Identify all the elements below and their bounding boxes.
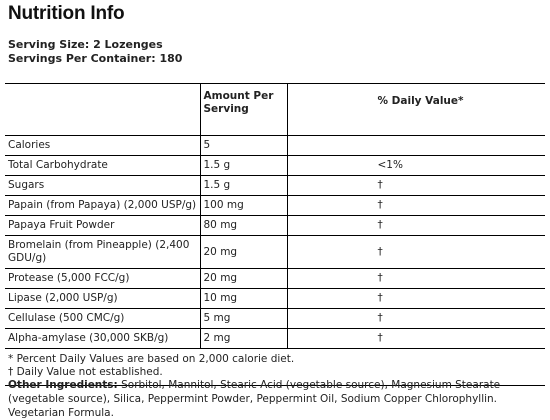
table-row: [5, 289, 545, 309]
nutrient-daily-value: †: [287, 289, 545, 309]
nutrient-name: Papain (from Papaya) (2,000 USP/g): [5, 196, 200, 216]
nutrient-amount: 1.5 g: [200, 176, 287, 196]
nutrient-name: Calories: [5, 136, 200, 156]
table-row: [5, 216, 545, 236]
nutrient-amount: 2 mg: [200, 329, 287, 349]
table-row: [5, 309, 545, 329]
nutrient-amount: 1.5 g: [200, 156, 287, 176]
nutrition-table: [5, 83, 545, 386]
serving-size: Serving Size: 2 Lozenges: [8, 38, 163, 51]
nutrient-name: Alpha-amylase (30,000 SKB/g): [5, 329, 200, 349]
nutrient-amount: 20 mg: [200, 269, 287, 289]
other-ingredients-label: Other Ingredients:: [8, 379, 118, 391]
table-row: [5, 329, 545, 349]
nutrient-name: Protease (5,000 FCC/g): [5, 269, 200, 289]
nutrient-daily-value: [287, 136, 545, 156]
table-row: [5, 236, 545, 269]
table-header-row: [5, 84, 545, 128]
nutrient-amount: 5 mg: [200, 309, 287, 329]
nutrient-name: Papaya Fruit Powder: [5, 216, 200, 236]
nutrient-daily-value: †: [287, 216, 545, 236]
nutrient-daily-value: †: [287, 236, 545, 269]
table-row: [5, 136, 545, 156]
nutrient-daily-value: †: [287, 269, 545, 289]
footnote: * Percent Daily Values are based on 2,000 calorie diet.: [8, 353, 295, 365]
table-row: [5, 269, 545, 289]
other-ingredients-text: Sorbitol, Mannitol, Stearic Acid (vegetable source), Magnesium Stearate (vegetable source), Silica, Peppermint Powder, Peppermint Oil, Sodium Copper Chlorophyllin. Vegetarian Formula.: [8, 379, 501, 419]
servings-per-container: Servings Per Container: 180: [8, 52, 183, 65]
nutrient-daily-value: †: [287, 176, 545, 196]
table-row: [5, 176, 545, 196]
footnote: † Daily Value not established.: [5, 366, 545, 386]
nutrient-amount: 20 mg: [200, 236, 287, 269]
nutrient-name: Bromelain (from Pineapple) (2,400 GDU/g): [5, 236, 200, 269]
nutrient-name: Cellulase (500 CMC/g): [5, 309, 200, 329]
nutrient-daily-value: †: [287, 309, 545, 329]
nutrition-table-body: [5, 127, 545, 386]
header-blank-cell: [5, 84, 200, 128]
nutrient-amount: 10 mg: [200, 289, 287, 309]
serving-info: [8, 38, 182, 66]
page-title: Nutrition Info: [8, 3, 125, 24]
nutrient-name: Total Carbohydrate: [5, 156, 200, 176]
header-amount-per-serving: Amount Per Serving: [200, 84, 287, 128]
nutrient-amount: 80 mg: [200, 216, 287, 236]
nutrient-amount: 100 mg: [200, 196, 287, 216]
nutrient-name: Sugars: [5, 176, 200, 196]
nutrient-amount: 5: [200, 136, 287, 156]
nutrient-daily-value: <1%: [287, 156, 545, 176]
footnote-row: [5, 349, 545, 367]
header-daily-value: % Daily Value*: [377, 95, 464, 107]
table-row: [5, 196, 545, 216]
table-spacer-row: [5, 127, 545, 136]
nutrient-daily-value: †: [287, 329, 545, 349]
other-ingredients: [8, 378, 546, 420]
nutrient-daily-value: †: [287, 196, 545, 216]
table-row: [5, 156, 545, 176]
nutrient-name: Lipase (2,000 USP/g): [5, 289, 200, 309]
